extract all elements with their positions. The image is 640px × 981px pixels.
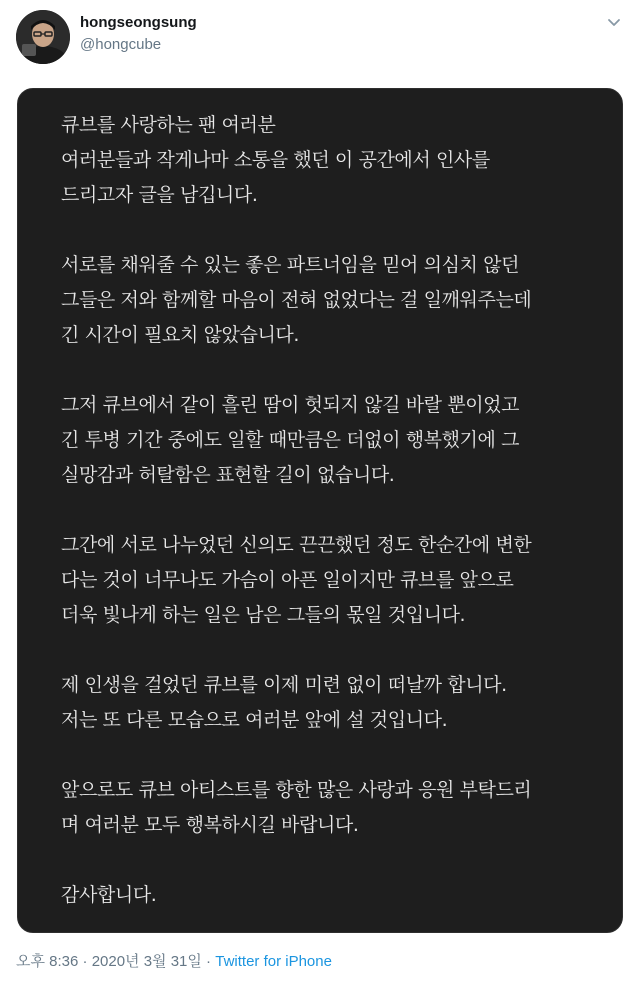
- chevron-down-icon: [604, 12, 624, 32]
- tweet-date[interactable]: 2020년 3월 31일: [91, 953, 202, 970]
- meta-separator: ·: [201, 953, 216, 970]
- tweet-menu-button[interactable]: [604, 12, 624, 32]
- tweet-header: [0, 0, 640, 80]
- author-display-name[interactable]: hongseongsung: [80, 14, 197, 31]
- meta-separator: ·: [78, 953, 92, 970]
- paragraph: 서로를 채워줄 수 있는 좋은 파트너임을 믿어 의심치 않던 그들은 저와 함께할 마음이 전혀 없었다는 걸 일깨워주는데 긴 시간이 필요치 않았습니다.: [61, 254, 532, 346]
- paragraph: 그저 큐브에서 같이 흘린 땀이 헛되지 않길 바랄 뿐이었고 긴 투병 기간 중에도 일할 때만큼은 더없이 행복했기에 그 실망감과 허탈함은 표현할 길이 없습니다.: [61, 394, 520, 486]
- paragraph: 제 인생을 걸었던 큐브를 이제 미련 없이 떠날까 합니다. 저는 또 다른 모습으로 여러분 앞에 설 것입니다.: [61, 674, 507, 731]
- paragraph: 감사합니다.: [61, 884, 157, 906]
- profile-photo-icon: [16, 10, 70, 64]
- paragraph: 앞으로도 큐브 아티스트를 향한 많은 사랑과 응원 부탁드리 며 여러분 모두 행복하시길 바랍니다.: [61, 779, 532, 836]
- statement-text: [61, 108, 601, 948]
- paragraph: 그간에 서로 나누었던 신의도 끈끈했던 정도 한순간에 변한 다는 것이 너무나도 가슴이 아픈 일이지만 큐브를 앞으로 더욱 빛나게 하는 일은 남은 그들의 몫일 것입니다.: [61, 534, 532, 626]
- tweet-image[interactable]: [17, 88, 623, 933]
- tweet-source-link[interactable]: Twitter for iPhone: [215, 953, 332, 970]
- paragraph: 큐브를 사랑하는 팬 여러분 여러분들과 작게나마 소통을 했던 이 공간에서 인사를 드리고자 글을 남깁니다.: [61, 114, 490, 206]
- avatar[interactable]: [16, 10, 70, 64]
- tweet-time[interactable]: 오후 8:36: [16, 953, 79, 970]
- author-handle[interactable]: @hongcube: [80, 36, 162, 53]
- tweet-metadata: [16, 950, 332, 974]
